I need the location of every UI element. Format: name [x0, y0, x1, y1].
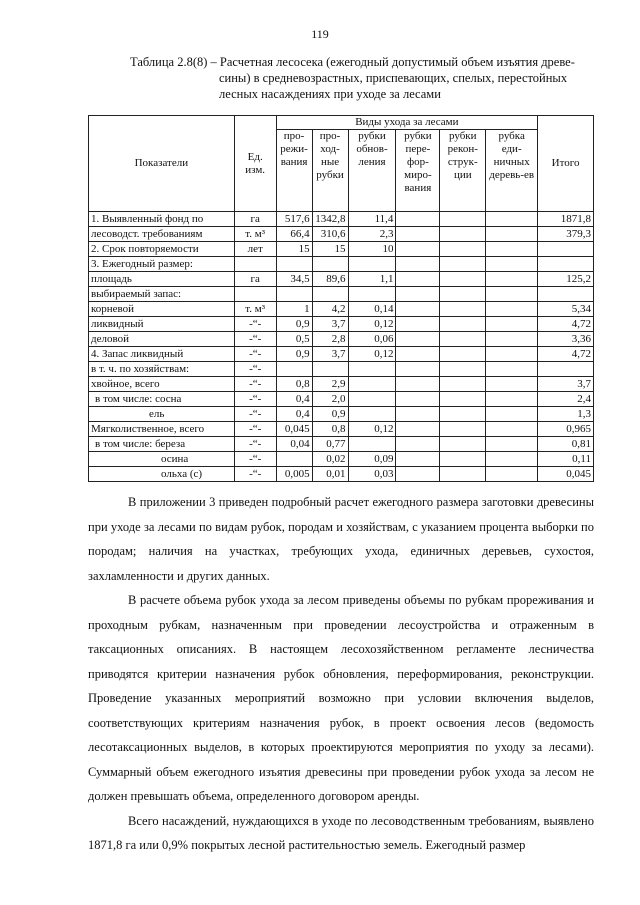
row-label: 2. Срок повторяемости — [89, 242, 235, 257]
row-total: 125,2 — [538, 272, 594, 287]
row-unit: -“- — [234, 437, 276, 452]
row-value — [348, 437, 396, 452]
row-unit: -“- — [234, 422, 276, 437]
table-row — [89, 317, 594, 332]
table-row — [89, 347, 594, 362]
row-unit: -“- — [234, 467, 276, 482]
row-label: хвойное, всего — [89, 377, 235, 392]
row-value — [396, 392, 440, 407]
row-value: 0,01 — [312, 467, 348, 482]
caption-line-3: лесных насаждениях при уходе за лесами — [219, 87, 441, 101]
row-value — [486, 467, 538, 482]
row-value: 66,4 — [276, 227, 312, 242]
row-total: 0,11 — [538, 452, 594, 467]
row-label: 4. Запас ликвидный — [89, 347, 235, 362]
row-value: 10 — [348, 242, 396, 257]
row-value — [396, 407, 440, 422]
row-value: 2,3 — [348, 227, 396, 242]
row-value — [396, 362, 440, 377]
caption-line-1: Таблица 2.8(8) – Расчетная лесосека (ежегодный допустимый объем изъятия древе- — [130, 55, 575, 69]
row-value — [440, 392, 486, 407]
row-value: 0,5 — [276, 332, 312, 347]
row-total: 0,045 — [538, 467, 594, 482]
row-label: ель — [89, 407, 235, 422]
header-total: Итого — [538, 116, 594, 212]
row-value — [396, 302, 440, 317]
row-unit: га — [234, 212, 276, 227]
row-value — [348, 407, 396, 422]
row-value: 0,4 — [276, 407, 312, 422]
row-value: 0,005 — [276, 467, 312, 482]
caption-line-2: сины) в средневозрастных, приспевающих, спелых, перестойных — [219, 71, 568, 85]
paragraph: Всего насаждений, нуждающихся в уходе по лесоводственным требованиям, выявлено 1871,8 га или 0,9% покрытых лесной растительностью земель. Ежегодный размер — [88, 813, 594, 852]
row-value — [396, 287, 440, 302]
row-value — [396, 437, 440, 452]
row-value — [312, 257, 348, 272]
row-value: 0,4 — [276, 392, 312, 407]
row-value: 15 — [276, 242, 312, 257]
page-number: 119 — [311, 27, 329, 41]
row-value — [440, 422, 486, 437]
row-total: 3,36 — [538, 332, 594, 347]
row-value — [396, 332, 440, 347]
row-label: корневой — [89, 302, 235, 317]
row-total: 379,3 — [538, 227, 594, 242]
row-value: 1342,8 — [312, 212, 348, 227]
row-value: 2,0 — [312, 392, 348, 407]
table-row — [89, 407, 594, 422]
row-total — [538, 287, 594, 302]
row-value — [486, 227, 538, 242]
row-value — [486, 317, 538, 332]
row-value: 3,7 — [312, 317, 348, 332]
row-value: 0,8 — [276, 377, 312, 392]
row-value — [276, 452, 312, 467]
row-total: 0,965 — [538, 422, 594, 437]
header-col-5: рубки рекон-струк-ции — [440, 130, 486, 212]
row-value — [486, 407, 538, 422]
table-row — [89, 272, 594, 287]
row-value — [396, 347, 440, 362]
row-value — [486, 362, 538, 377]
row-unit: -“- — [234, 377, 276, 392]
row-unit: -“- — [234, 392, 276, 407]
table-row — [89, 422, 594, 437]
row-total: 1,3 — [538, 407, 594, 422]
row-value — [276, 362, 312, 377]
row-value — [486, 272, 538, 287]
row-value — [486, 377, 538, 392]
row-value — [440, 362, 486, 377]
row-value — [396, 227, 440, 242]
header-col-4: рубки пере-фор-миро-вания — [396, 130, 440, 212]
row-value: 310,6 — [312, 227, 348, 242]
table-row — [89, 287, 594, 302]
row-value: 89,6 — [312, 272, 348, 287]
row-value — [440, 227, 486, 242]
paragraph: В приложении 3 приведен подробный расчет ежегодного размера заготовки древесины при уходе за лесами по видам рубок, породам и хозяйствам, с указанием процента выборки по породам; наличия на участках, требующих ухода, единичных деревьев, сухостоя, захламленности и других данных. — [88, 495, 594, 583]
row-total: 4,72 — [538, 317, 594, 332]
row-value — [348, 362, 396, 377]
row-value — [440, 287, 486, 302]
row-value — [486, 302, 538, 317]
row-value: 2,8 — [312, 332, 348, 347]
row-unit: т. м³ — [234, 227, 276, 242]
row-value — [486, 332, 538, 347]
row-value — [486, 287, 538, 302]
row-value — [440, 437, 486, 452]
row-value — [440, 242, 486, 257]
row-value — [276, 287, 312, 302]
header-indicators: Показатели — [89, 116, 235, 212]
row-value: 0,12 — [348, 317, 396, 332]
row-label: ольха (с) — [89, 467, 235, 482]
row-value: 0,04 — [276, 437, 312, 452]
row-label: 1. Выявленный фонд по — [89, 212, 235, 227]
row-value — [348, 392, 396, 407]
row-value — [440, 332, 486, 347]
row-value — [348, 257, 396, 272]
row-value: 0,045 — [276, 422, 312, 437]
row-value — [486, 212, 538, 227]
row-value — [312, 362, 348, 377]
row-value: 0,77 — [312, 437, 348, 452]
row-value: 0,12 — [348, 422, 396, 437]
row-value — [486, 422, 538, 437]
row-value: 0,03 — [348, 467, 396, 482]
row-value — [440, 467, 486, 482]
row-label: ликвидный — [89, 317, 235, 332]
row-unit: -“- — [234, 347, 276, 362]
row-total — [538, 257, 594, 272]
row-value — [440, 257, 486, 272]
row-label: осина — [89, 452, 235, 467]
row-value — [486, 242, 538, 257]
table-row — [89, 332, 594, 347]
table-row — [89, 452, 594, 467]
row-value — [486, 257, 538, 272]
row-unit: лет — [234, 242, 276, 257]
table-row — [89, 392, 594, 407]
row-value: 4,2 — [312, 302, 348, 317]
row-label: лесоводст. требованиям — [89, 227, 235, 242]
table-caption — [130, 54, 600, 102]
header-unit: Ед. изм. — [234, 116, 276, 212]
row-value — [396, 467, 440, 482]
table-row — [89, 362, 594, 377]
row-total: 4,72 — [538, 347, 594, 362]
row-value: 3,7 — [312, 347, 348, 362]
row-value: 0,12 — [348, 347, 396, 362]
row-total: 2,4 — [538, 392, 594, 407]
row-unit: -“- — [234, 362, 276, 377]
table-row — [89, 377, 594, 392]
row-total: 0,81 — [538, 437, 594, 452]
row-value: 0,14 — [348, 302, 396, 317]
row-value — [440, 272, 486, 287]
table-row — [89, 302, 594, 317]
table-row — [89, 212, 594, 227]
row-label: 3. Ежегодный размер: — [89, 257, 235, 272]
body-text — [88, 490, 594, 858]
row-total: 3,7 — [538, 377, 594, 392]
row-value — [440, 302, 486, 317]
table-row — [89, 257, 594, 272]
row-label: выбираемый запас: — [89, 287, 235, 302]
row-unit: -“- — [234, 452, 276, 467]
row-value — [396, 272, 440, 287]
row-unit: т. м³ — [234, 302, 276, 317]
row-label: в т. ч. по хозяйствам: — [89, 362, 235, 377]
header-col-3: рубки обнов-ления — [348, 130, 396, 212]
row-value: 1 — [276, 302, 312, 317]
row-value — [440, 377, 486, 392]
row-value — [348, 287, 396, 302]
row-value: 0,9 — [276, 347, 312, 362]
table-row — [89, 437, 594, 452]
forest-cutting-table — [88, 115, 594, 482]
row-value — [348, 377, 396, 392]
row-unit: га — [234, 272, 276, 287]
table-body — [89, 212, 594, 482]
row-value — [396, 257, 440, 272]
row-label: площадь — [89, 272, 235, 287]
row-value: 0,06 — [348, 332, 396, 347]
row-unit: -“- — [234, 407, 276, 422]
row-value: 0,02 — [312, 452, 348, 467]
row-value — [486, 437, 538, 452]
row-value — [396, 242, 440, 257]
row-value: 517,6 — [276, 212, 312, 227]
row-total: 5,34 — [538, 302, 594, 317]
row-value: 0,8 — [312, 422, 348, 437]
row-value — [396, 377, 440, 392]
row-value: 0,9 — [312, 407, 348, 422]
row-value — [440, 317, 486, 332]
row-value: 0,09 — [348, 452, 396, 467]
row-value: 0,9 — [276, 317, 312, 332]
row-total — [538, 242, 594, 257]
row-unit — [234, 257, 276, 272]
row-value — [440, 452, 486, 467]
row-value — [486, 347, 538, 362]
table-row — [89, 242, 594, 257]
row-value: 1,1 — [348, 272, 396, 287]
row-value: 34,5 — [276, 272, 312, 287]
header-col-2: про-ход-ные рубки — [312, 130, 348, 212]
row-value — [486, 392, 538, 407]
row-value — [312, 287, 348, 302]
row-unit: -“- — [234, 332, 276, 347]
row-unit: -“- — [234, 317, 276, 332]
row-value — [276, 257, 312, 272]
header-group: Виды ухода за лесами — [276, 116, 538, 130]
row-value — [440, 212, 486, 227]
row-total: 1871,8 — [538, 212, 594, 227]
row-label: деловой — [89, 332, 235, 347]
row-value — [440, 407, 486, 422]
row-value — [396, 317, 440, 332]
row-label: в том числе: сосна — [89, 392, 235, 407]
row-value: 2,9 — [312, 377, 348, 392]
row-value — [440, 347, 486, 362]
paragraph: В расчете объема рубок ухода за лесом приведены объемы по рубкам прореживания и проходным рубкам, назначенным при проведении лесоустройства и отраженным в таксационных описаниях. В настоящем лесохозяйственном регламенте лесничества приводятся критерии назначения рубок обновления, переформирования, реконструкции. Проведение указанных мероприятий возможно при условии включения выделов, соответствующих критериям назначения рубок, в проект освоения лесов (ведомость лесотаксационных выделов, в которых проектируются мероприятия по уходу за лесами). Суммарный объем ежегодного изъятия древесины при проведении рубок ухода за лесом не должен превышать объема, определенного договором аренды. — [88, 593, 594, 803]
row-value: 11,4 — [348, 212, 396, 227]
row-value: 15 — [312, 242, 348, 257]
header-col-6: рубка еди-ничных деревь-ев — [486, 130, 538, 212]
row-value — [396, 422, 440, 437]
row-total — [538, 362, 594, 377]
row-label: в том числе: береза — [89, 437, 235, 452]
row-unit — [234, 287, 276, 302]
header-col-1: про-режи-вания — [276, 130, 312, 212]
row-value — [396, 212, 440, 227]
row-value — [396, 452, 440, 467]
table-row — [89, 227, 594, 242]
row-value — [486, 452, 538, 467]
table-row — [89, 467, 594, 482]
row-label: Мягколиственное, всего — [89, 422, 235, 437]
